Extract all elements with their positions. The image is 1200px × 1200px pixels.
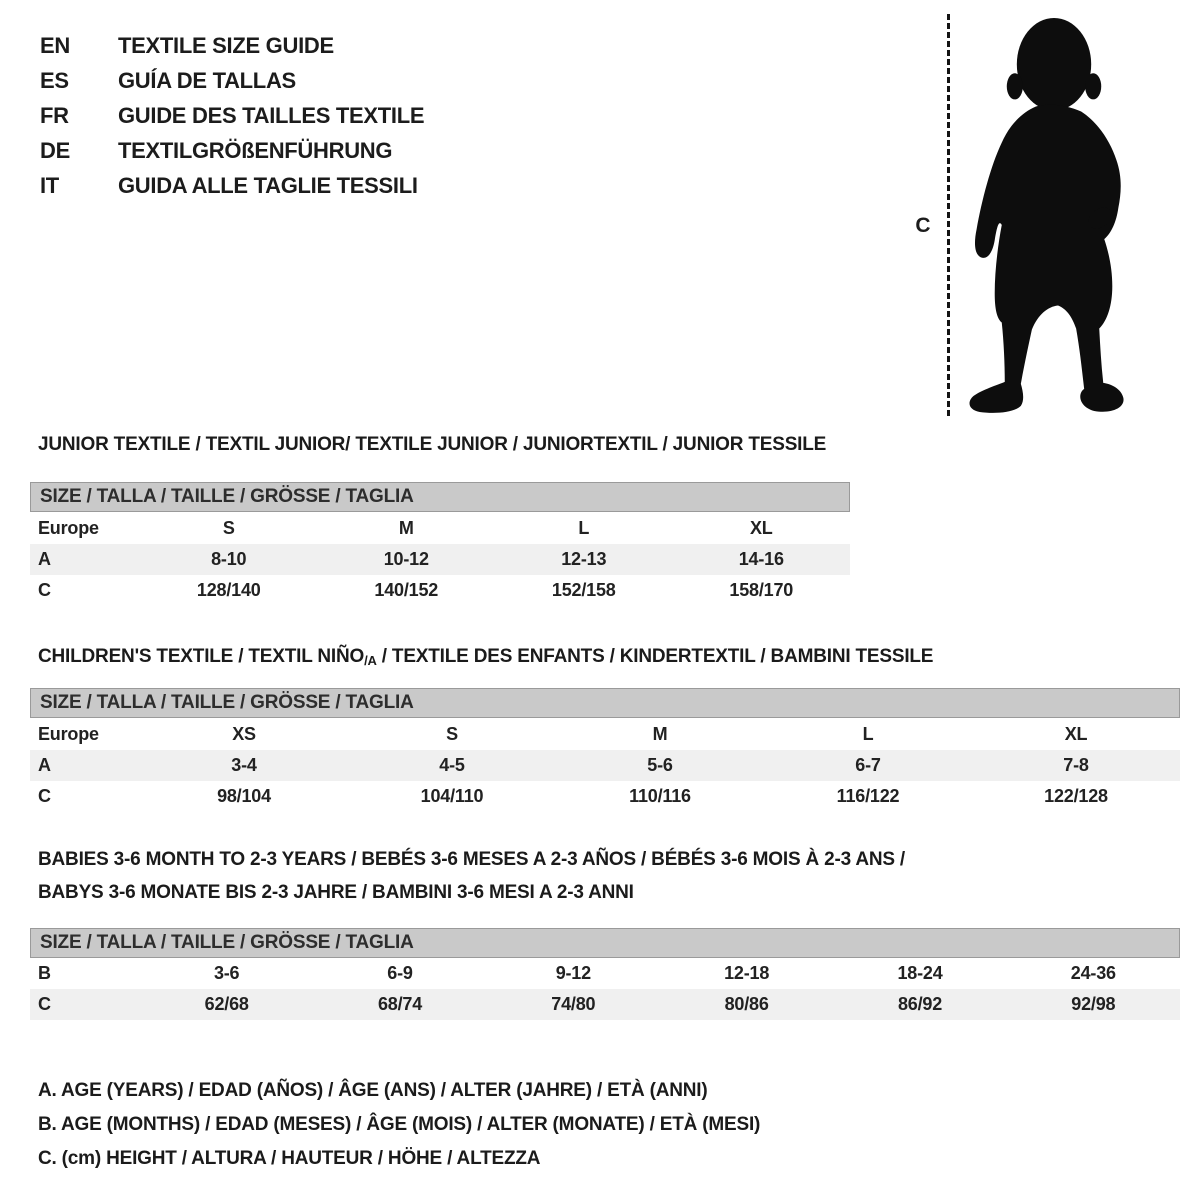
- table-row: [30, 781, 1180, 812]
- table-cell: 6-7: [855, 755, 881, 775]
- table-cell: 116/122: [836, 786, 900, 806]
- size-header-bar-junior: SIZE / TALLA / TAILLE / GRÖSSE / TAGLIA: [30, 482, 850, 512]
- table-cell: 6-9: [387, 963, 413, 983]
- table-cell: 8-10: [211, 549, 247, 569]
- table-cell: 68/74: [377, 994, 423, 1014]
- table-cell: XL: [1064, 724, 1088, 744]
- table-row: [30, 958, 1180, 989]
- table-row: [30, 719, 1180, 750]
- size-header-bar-children: SIZE / TALLA / TAILLE / GRÖSSE / TAGLIA: [30, 688, 1180, 718]
- table-cell: 12-18: [724, 963, 770, 983]
- legend: [38, 1074, 760, 1176]
- row-label: B: [38, 963, 51, 983]
- table-cell: 92/98: [1071, 994, 1116, 1014]
- table-cell: 104/110: [420, 786, 484, 806]
- table-cell: 10-12: [383, 549, 429, 569]
- lang-row-fr: [40, 104, 424, 128]
- table-cell: 110/116: [629, 786, 691, 806]
- table-cell: 5-6: [647, 755, 673, 775]
- table-cell: S: [222, 518, 235, 538]
- table-cell: S: [446, 724, 458, 744]
- row-label: C: [38, 786, 51, 806]
- lang-title: GUIDE DES TAILLES TEXTILE: [118, 103, 425, 128]
- table-row: [30, 989, 1180, 1020]
- row-label: A: [38, 755, 51, 775]
- lang-row-it: [40, 174, 424, 198]
- row-label: Europe: [38, 724, 99, 744]
- table-cell: L: [578, 518, 590, 538]
- table-cell: XS: [232, 724, 256, 744]
- row-label: Europe: [38, 518, 99, 538]
- children-title-sub: /A: [364, 653, 377, 668]
- size-table-children: [30, 719, 1180, 812]
- legend-line-a: A. AGE (YEARS) / EDAD (AÑOS) / ÂGE (ANS) / ALTER (JAHRE) / ETÀ (ANNI): [38, 1080, 708, 1101]
- legend-line-c: C. (cm) HEIGHT / ALTURA / HAUTEUR / HÖHE / ALTEZZA: [38, 1148, 541, 1169]
- lang-row-es: [40, 69, 424, 93]
- table-cell: 98/104: [217, 786, 271, 806]
- table-cell: 128/140: [196, 580, 261, 600]
- table-cell: 140/152: [374, 580, 439, 600]
- lang-row-de: [40, 139, 424, 163]
- lang-code: DE: [40, 138, 70, 163]
- row-label: C: [38, 580, 51, 600]
- lang-code: ES: [40, 68, 69, 93]
- table-cell: 24-36: [1070, 963, 1116, 983]
- table-row: [30, 575, 850, 606]
- size-table-babies: [30, 958, 1180, 1020]
- section-title-junior: JUNIOR TEXTILE / TEXTIL JUNIOR/ TEXTILE JUNIOR / JUNIORTEXTIL / JUNIOR TESSILE: [38, 434, 827, 455]
- table-cell: M: [652, 724, 668, 744]
- table-cell: XL: [749, 518, 773, 538]
- size-table-junior: [30, 513, 850, 606]
- table-cell: 9-12: [555, 963, 591, 983]
- table-cell: 80/86: [724, 994, 769, 1014]
- table-cell: 4-5: [439, 755, 465, 775]
- section-title-babies-line2: BABYS 3-6 MONATE BIS 2-3 JAHRE / BAMBINI 3-6 MESI A 2-3 ANNI: [38, 882, 634, 903]
- lang-code: FR: [40, 103, 69, 128]
- lang-title: GUIDA ALLE TAGLIE TESSILI: [118, 173, 418, 198]
- legend-line-b: B. AGE (MONTHS) / EDAD (MESES) / ÂGE (MOIS) / ALTER (MONATE) / ETÀ (MESI): [38, 1114, 761, 1135]
- row-label: A: [38, 549, 51, 569]
- table-cell: 3-4: [231, 755, 257, 775]
- lang-title: TEXTILE SIZE GUIDE: [118, 33, 334, 58]
- table-cell: 152/158: [551, 580, 616, 600]
- lang-code: IT: [40, 173, 59, 198]
- table-cell: L: [862, 724, 874, 744]
- table-cell: 158/170: [729, 580, 794, 600]
- table-cell: 12-13: [561, 549, 607, 569]
- table-cell: 62/68: [204, 994, 249, 1014]
- table-cell: 74/80: [551, 994, 596, 1014]
- section-title-babies-line1: BABIES 3-6 MONTH TO 2-3 YEARS / BEBÉS 3-6 MESES A 2-3 AÑOS / BÉBÉS 3-6 MOIS À 2-3 ANS /: [38, 849, 906, 870]
- table-cell: 7-8: [1063, 755, 1089, 775]
- table-cell: 18-24: [897, 963, 943, 983]
- language-guide-header: [40, 34, 424, 209]
- lang-code: EN: [40, 33, 70, 58]
- measure-label-c: C: [915, 214, 931, 237]
- table-cell: 14-16: [738, 549, 784, 569]
- table-cell: M: [398, 518, 414, 538]
- height-measure-dashed-line: [947, 14, 950, 416]
- lang-row-en: [40, 34, 424, 58]
- toddler-silhouette-icon: [963, 10, 1141, 420]
- table-cell: 122/128: [1044, 786, 1108, 806]
- section-title-children: [38, 646, 933, 668]
- lang-title: GUÍA DE TALLAS: [118, 68, 296, 93]
- size-header-bar-babies: SIZE / TALLA / TAILLE / GRÖSSE / TAGLIA: [30, 928, 1180, 958]
- lang-title: TEXTILGRÖßENFÜHRUNG: [118, 138, 393, 163]
- table-cell: 86/92: [897, 994, 943, 1014]
- table-row: [30, 513, 850, 544]
- children-title-main: CHILDREN'S TEXTILE / TEXTIL NIÑO: [38, 646, 365, 667]
- children-title-rest: / TEXTILE DES ENFANTS / KINDERTEXTIL / BAMBINI TESSILE: [376, 646, 934, 667]
- table-cell: 3-6: [213, 963, 240, 983]
- table-row: [30, 750, 1180, 781]
- row-label: C: [38, 994, 51, 1014]
- table-row: [30, 544, 850, 575]
